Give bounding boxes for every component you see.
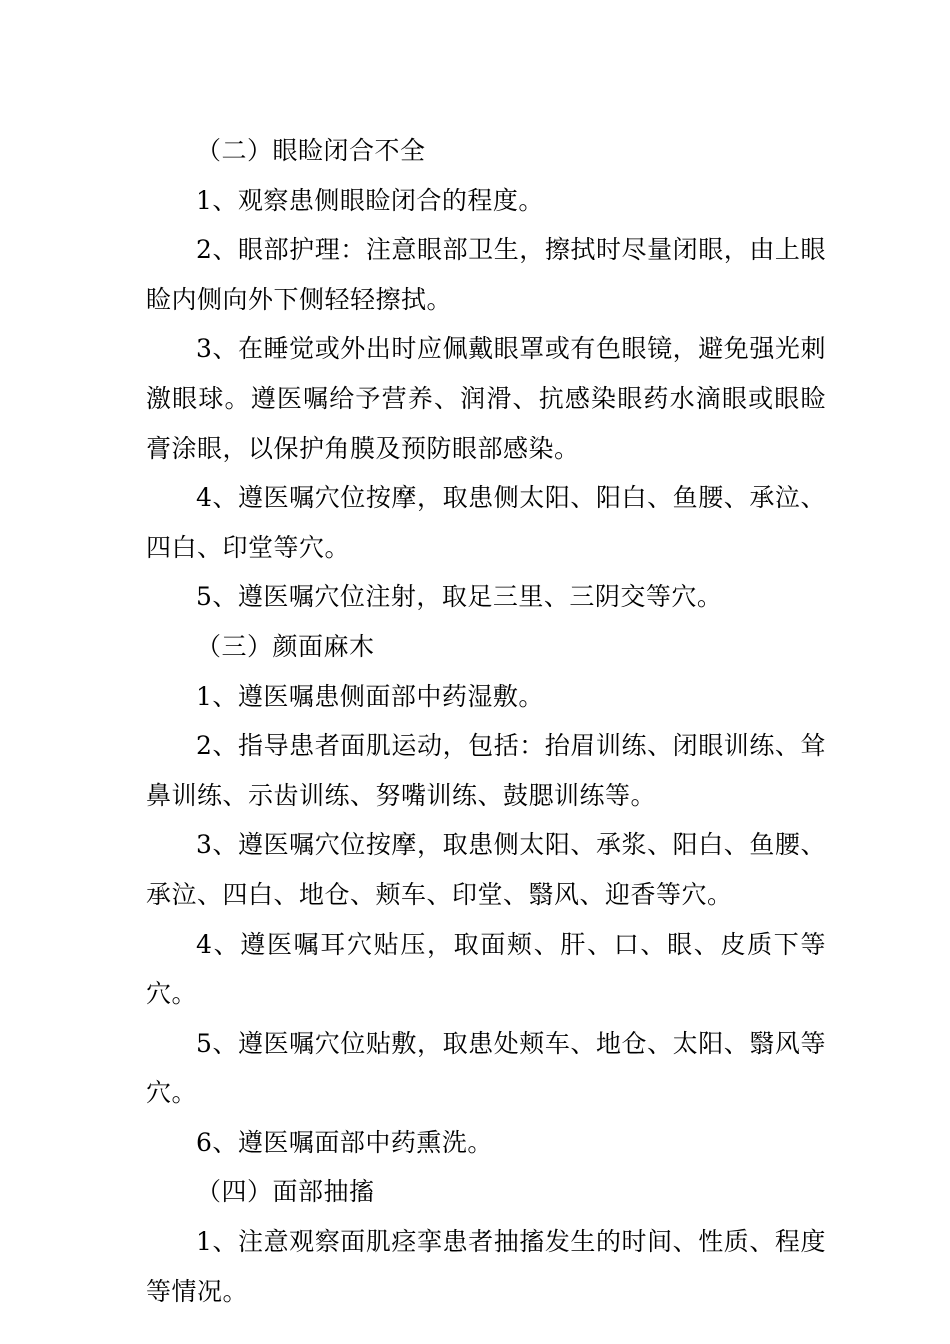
list-item: 2、指导患者面肌运动，包括：抬眉训练、闭眼训练、耸鼻训练、示齿训练、努嘴训练、鼓腮训练等。 [146, 731, 826, 810]
list-item: 3、在睡觉或外出时应佩戴眼罩或有色眼镜，避免强光刺激眼球。遵医嘱给予营养、润滑、抗感染眼药水滴眼或眼睑膏涂眼，以保护角膜及预防眼部感染。 [146, 334, 826, 463]
list-item: 4、遵医嘱穴位按摩，取患侧太阳、阳白、鱼腰、承泣、四白、印堂等穴。 [146, 483, 826, 562]
list-item: 5、遵医嘱穴位贴敷，取患处颊车、地仓、太阳、翳风等穴。 [146, 1028, 826, 1108]
list-item: 3、遵医嘱穴位按摩，取患侧太阳、承浆、阳白、鱼腰、承泣、四白、地仓、颊车、印堂、翳风、迎香等穴。 [146, 830, 826, 909]
section-heading-incomplete-eyelid-closure: （二）眼睑闭合不全 [196, 136, 426, 165]
list-item: 1、观察患侧眼睑闭合的程度。 [196, 185, 544, 215]
list-item: 4、遵医嘱耳穴贴压，取面颊、肝、口、眼、皮质下等穴。 [146, 929, 826, 1009]
section-heading-facial-twitching: （四）面部抽搐 [196, 1177, 375, 1207]
document-body [146, 126, 826, 1316]
list-item: 5、遵医嘱穴位注射，取足三里、三阴交等穴。 [196, 582, 723, 612]
list-item: 6、遵医嘱面部中药熏洗。 [196, 1127, 493, 1157]
list-item: 1、注意观察面肌痉挛患者抽搐发生的时间、性质、程度等情况。 [146, 1227, 826, 1306]
list-item: 2、眼部护理：注意眼部卫生，擦拭时尽量闭眼，由上眼睑内侧向外下侧轻轻擦拭。 [146, 235, 826, 314]
section-heading-facial-numbness: （三）颜面麻木 [196, 631, 375, 661]
list-item: 1、遵医嘱患侧面部中药湿敷。 [196, 681, 544, 711]
